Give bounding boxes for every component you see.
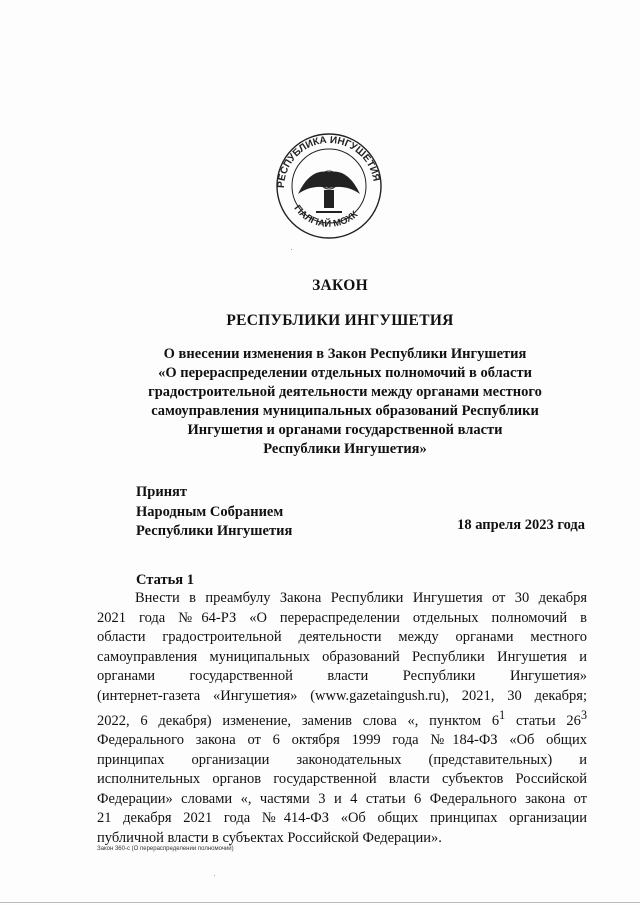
adoption-line: Принят <box>136 484 188 500</box>
article-line: органами государственной власти Республики Ингушетия» <box>97 668 587 684</box>
article-line: Внести в преамбулу Закона Республики Ингушетия от 30 декабря <box>135 590 587 606</box>
emblem-bottom-text: ГIАЛГIАЙ МОХК <box>291 203 361 230</box>
scan-artifact <box>214 875 215 876</box>
article-line: 2021 года №64-РЗ «О перераспределении отдельных полномочий в <box>97 609 587 626</box>
article-line: 21 декабря 2021 года №414-ФЗ «Об общих принципах организации <box>97 810 587 827</box>
adoption-block <box>136 483 292 542</box>
article-line: исполнительных органов государственной власти субъектов Российской <box>97 771 587 788</box>
article-line-with-superscripts <box>97 706 587 731</box>
article-body <box>97 589 587 848</box>
article-line-part: статьи 26 <box>505 712 581 729</box>
article-line: публичной власти в субъектах Российской Федерации». <box>97 829 442 846</box>
article-title: Статья 1 <box>136 572 194 588</box>
article-line: самоуправления муниципальных образований Республики Ингушетия и <box>97 648 587 665</box>
scan-artifact <box>291 249 292 250</box>
scan-artifact <box>0 902 640 903</box>
article-line: Федерации» словами «, частями 3 и 4 статьи 6 Федерального закона от <box>97 790 587 807</box>
republic-of-ingushetia-emblem-icon <box>270 128 388 240</box>
article-line: области градостроительной деятельности между органами местного <box>97 629 587 645</box>
emblem-top-text: РЕСПУБЛИКА ИНГУШЕТИЯ <box>275 134 382 189</box>
article-line: Федерального закона от 6 октября 1999 года №184-ФЗ «Об общих <box>97 732 587 749</box>
law-subject <box>95 345 595 459</box>
law-subtitle: РЕСПУБЛИКИ ИНГУШЕТИЯ <box>226 312 454 329</box>
article-line-part: 2022, 6 декабря) изменение, заменив слова «, пунктом 6 <box>97 712 500 729</box>
law-title: ЗАКОН <box>312 277 368 294</box>
adoption-date: 18 апреля 2023 года <box>457 517 585 533</box>
subject-line: Республики Ингушетия» <box>263 441 427 457</box>
subject-line: «О перераспределении отдельных полномочий в области <box>158 365 532 381</box>
subject-line: Ингушетия и органами государственной власти <box>187 422 503 438</box>
article-line: (интернет-газета «Ингушетия» (www.gazetaingush.ru), 2021, 30 декабря; <box>97 687 587 704</box>
superscript: 1 <box>499 708 506 722</box>
adoption-line: Республики Ингушетия <box>136 523 293 539</box>
footer-note: Закон 360-с (О перераспределении полномочий) <box>97 846 234 852</box>
subject-line: градостроительной деятельности между органами местного <box>148 384 542 400</box>
superscript: 3 <box>580 708 587 722</box>
article-line: принципах организации законодательных (представительных) и <box>97 751 587 768</box>
adoption-line: Народным Собранием <box>136 503 284 520</box>
subject-line: самоуправления муниципальных образований Республики <box>151 403 539 419</box>
subject-line: О внесении изменения в Закон Республики Ингушетия <box>163 346 527 362</box>
